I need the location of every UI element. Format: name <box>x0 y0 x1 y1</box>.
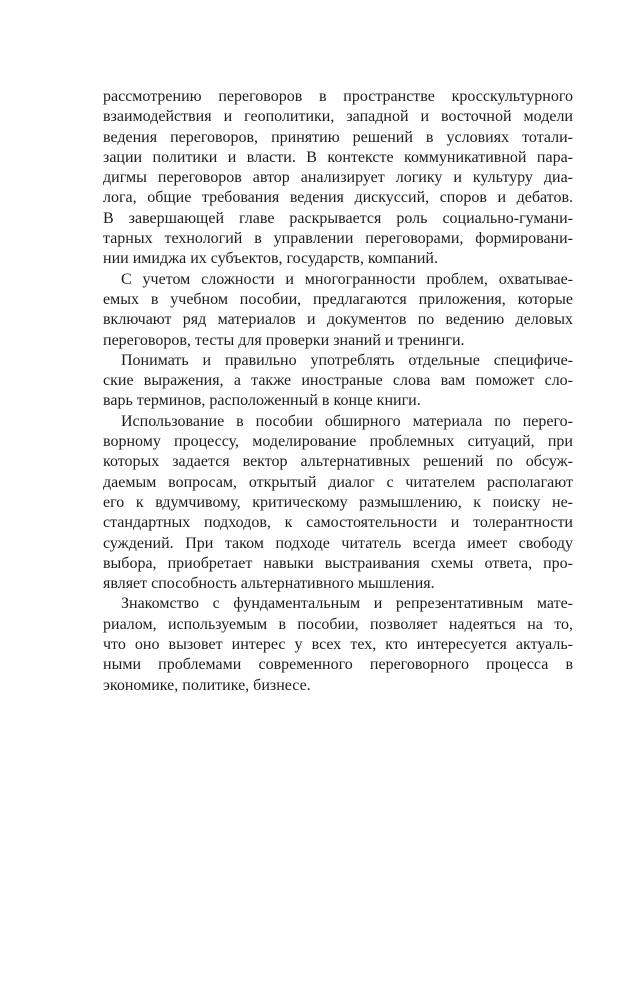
body-text <box>103 87 573 696</box>
text-line: экономике, политике, бизнесе. <box>103 676 311 694</box>
text-line: ские выражения, а также иностраные слова вам поможет сло- <box>103 372 573 390</box>
paragraph-2 <box>103 270 573 351</box>
text-line: ными проблемами современного переговорного процесса в <box>103 656 573 674</box>
text-line: Использование в пособии обширного материала по перего- <box>121 412 573 430</box>
text-line: дигмы переговоров автор анализирует логику и культуру диа- <box>103 169 573 187</box>
text-line: рассмотрению переговоров в пространстве кросскультурного <box>103 88 573 105</box>
text-line: лога, общие требования ведения дискуссий, споров и дебатов. <box>103 189 573 207</box>
text-line: даемым вопросам, открытый диалог с читателем располагают <box>103 473 573 491</box>
text-line: варь терминов, расположенный в конце книги. <box>103 392 421 410</box>
text-line: стандартных подходов, к самостоятельности и толерантности <box>103 514 573 532</box>
text-line: ворному процессу, моделирование проблемных ситуаций, при <box>103 433 573 451</box>
text-line: включают ряд материалов и документов по ведению деловых <box>103 311 573 329</box>
text-line: Знакомство с фундаментальным и репрезентативным мате- <box>121 595 573 613</box>
paragraph-4 <box>103 412 573 595</box>
text-line: ведения переговоров, принятию решений в условиях тотали- <box>103 128 573 146</box>
text-line: С учетом сложности и многогранности проблем, охватывае- <box>121 270 573 288</box>
paragraph-3 <box>103 351 573 412</box>
text-line: выбора, приобретает навыки выстраивания схемы ответа, про- <box>103 554 573 572</box>
paragraph-1 <box>103 87 573 270</box>
text-line: Понимать и правильно употреблять отдельные специфиче- <box>121 351 573 369</box>
text-line: которых задается вектор альтернативных решений по обсуж- <box>103 453 573 471</box>
text-line: тарных технологий в управлении переговорами, формировани- <box>103 230 573 248</box>
text-line: емых в учебном пособии, предлагаются приложения, которые <box>103 290 573 308</box>
text-line: В завершающей главе раскрывается роль социально-гумани- <box>103 209 573 227</box>
text-line: являет способность альтернативного мышления. <box>103 575 435 593</box>
text-line: его к вдумчивому, критическому размышлению, к поиску не- <box>103 493 573 511</box>
text-line: суждений. При таком подходе читатель всегда имеет свободу <box>103 534 573 552</box>
text-line: нии имиджа их субъектов, государств, компаний. <box>103 250 438 268</box>
text-line: зации политики и власти. В контексте коммуникативной пара- <box>103 148 573 166</box>
paragraph-5 <box>103 594 573 695</box>
text-line: переговоров, тесты для проверки знаний и тренинги. <box>103 331 465 349</box>
text-line: взаимодействия и геополитики, западной и восточной модели <box>103 108 573 126</box>
text-line: что оно вызовет интерес у всех тех, кто интересуется актуаль- <box>103 636 573 654</box>
text-line: риалом, используемым в пособии, позволяет надеяться на то, <box>103 615 573 633</box>
